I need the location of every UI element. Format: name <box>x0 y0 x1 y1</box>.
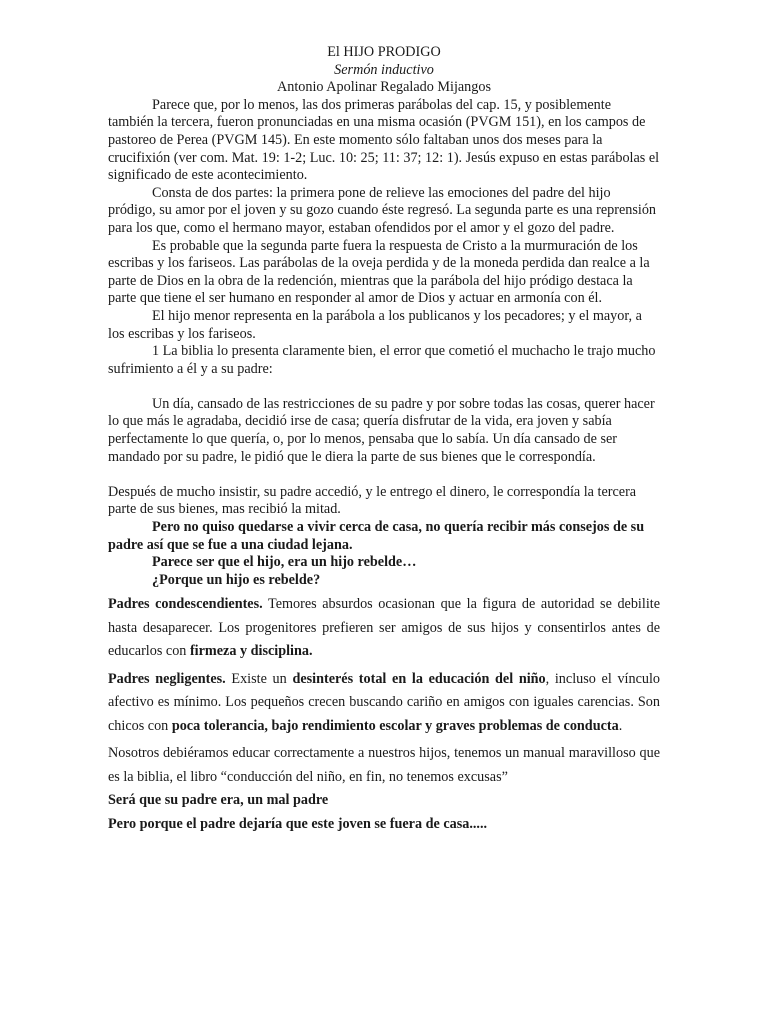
section-text: Temores absurdos ocasionan que la figura de autoridad se debilite hasta desaparecer. Los progenitores prefieren ser amigos de sus hijos y consentirlos antes de educarlos con <box>108 596 661 660</box>
closing-line: Pero porque el padre dejaría que este joven se fuera de casa..... <box>108 815 488 832</box>
bold-paragraph: ¿Porque un hijo es rebelde? <box>152 571 321 588</box>
nosotros-paragraph: Nosotros debiéramos educar correctamente a nuestros hijos, tenemos un manual maravilloso que es la biblia, el libro “conducción del niño, en fin, no tenemos excusas” <box>108 745 660 785</box>
paragraph: El hijo menor representa en la parábola a los publicanos y los pecadores; y el mayor, a los escribas y los fariseos. <box>108 307 642 342</box>
emphasis-text: poca tolerancia, bajo rendimiento escolar y graves problemas de conducta <box>171 717 619 734</box>
paragraph: Parece que, por lo menos, las dos primeras parábolas del cap. 15, y posiblemente también la tercera, fueron pronunciadas en una misma ocasión (PVGM 151), en los campos de pastoreo de Perea (PVGM 145). En este momento sólo faltaban unos dos meses para la crucifixión (ver com. Mat. 19: 1-2; Luc. 10: 25; 11: 37; 12: 1). Jesús expuso en estas parábolas el significado de este acontecimiento. <box>108 96 660 184</box>
bold-paragraph: Parece ser que el hijo, era un hijo rebelde… <box>152 554 417 571</box>
closing-line: Será que su padre era, un mal padre <box>108 792 329 809</box>
padres-condescendientes-paragraph <box>108 593 660 664</box>
document-author: Antonio Apolinar Regalado Mijangos <box>277 79 491 96</box>
padres-negligentes-paragraph <box>108 668 660 739</box>
paragraph: Después de mucho insistir, su padre accedió, y le entrego el dinero, le correspondía la tercera parte de sus bienes, mas recibió la mitad. <box>108 483 637 518</box>
document-page <box>108 44 660 836</box>
document-subtitle: Sermón inductivo <box>334 61 434 78</box>
section-text: . <box>618 717 623 734</box>
blank-line <box>108 378 660 396</box>
section-lead: Padres condescendientes. <box>108 596 263 613</box>
paragraph: 1 La biblia lo presenta claramente bien, el error que cometió el muchacho le trajo mucho sufrimiento a él y a su padre: <box>108 343 656 377</box>
section-text: , incluso el vínculo afectivo es mínimo. Los pequeños crecen buscando cariño en amigos con iguales carencias. Son chicos con <box>108 670 661 734</box>
section-lead: Padres negligentes. <box>108 670 226 687</box>
paragraph: Un día, cansado de las restricciones de su padre y por sobre todas las cosas, querer hacer lo que más le agradaba, decidió irse de casa; quería disfrutar de la vida, era joven y sabía perfectamente lo que quería, o, por lo menos, pensaba que lo sabía. Un día cansado de ser mandado por su padre, le pidió que le diera la parte de sus bienes que le correspondía. <box>108 395 655 465</box>
section-text: Existe un <box>225 670 293 687</box>
document-title: El HIJO PRODIGO <box>327 44 441 60</box>
emphasis-text: desinterés total en la educación del niño <box>292 670 546 687</box>
blank-line <box>108 466 660 484</box>
emphasis-text: firmeza y disciplina. <box>189 643 313 660</box>
paragraph: Consta de dos partes: la primera pone de relieve las emociones del padre del hijo pródigo, su amor por el joven y su gozo cuando éste regresó. La segunda parte es una reprensión para los que, como el hermano mayor, estaban ofendidos por el amor y el gozo del padre. <box>108 184 657 236</box>
bold-paragraph: Pero no quiso quedarse a vivir cerca de casa, no quería recibir más consejos de su padre así que se fue a una ciudad lejana. <box>108 519 645 553</box>
paragraph: Es probable que la segunda parte fuera la respuesta de Cristo a la murmuración de los escribas y los fariseos. Las parábolas de la oveja perdida y de la moneda perdida dan realce a la parte de Dios en la obra de la redención, mientras que la parábola del hijo pródigo destaca la parte que tiene el ser humano en responder al amor de Dios y actuar en armonía con él. <box>108 237 650 307</box>
